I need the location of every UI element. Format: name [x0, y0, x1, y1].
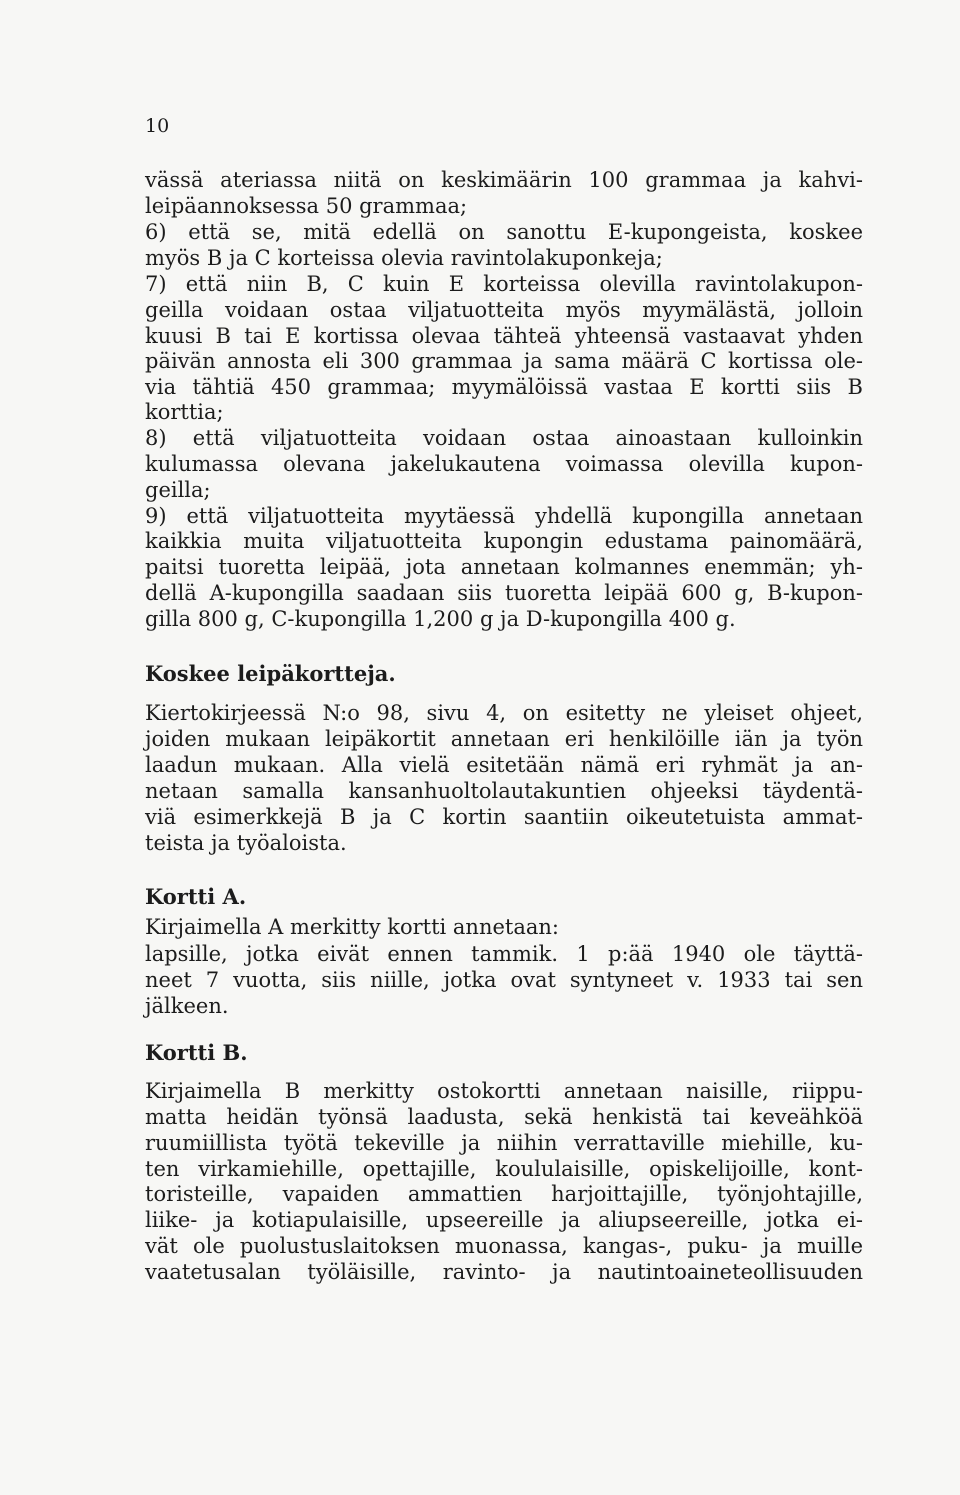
text-line: geilla voidaan ostaa viljatuotteita myös myymälästä, jolloin — [145, 298, 863, 322]
text-line: vaatetusalan työläisille, ravinto- ja nautintoaineteollisuuden — [145, 1260, 863, 1284]
text-line: myös B ja C korteissa olevia ravintolakuponkeja; — [145, 246, 663, 270]
text-line: leipäannoksessa 50 grammaa; — [145, 194, 468, 218]
text-line: ten virkamiehille, opettajille, koululaisille, opiskelijoille, kont- — [145, 1157, 863, 1181]
text-line: ruumiillista työtä tekeville ja niihin verrattaville miehille, ku- — [145, 1131, 863, 1155]
text-line: matta heidän työnsä laadusta, sekä henkistä tai keveähköä — [145, 1105, 863, 1129]
section-heading: Kortti A. — [145, 884, 247, 909]
text-line: vät ole puolustuslaitoksen muonassa, kangas-, puku- ja muille — [145, 1234, 863, 1258]
text-line: viä esimerkkejä B ja C kortin saantiin oikeutetuista ammat- — [145, 805, 863, 829]
text-line: jälkeen. — [145, 994, 229, 1018]
text-line: 9) että viljatuotteita myytäessä yhdellä kupongilla annetaan — [145, 504, 863, 528]
page-number: 10 — [145, 115, 170, 137]
text-line: teista ja työaloista. — [145, 831, 347, 855]
text-line: joiden mukaan leipäkortit annetaan eri henkilöille iän ja työn — [145, 727, 863, 751]
text-line: dellä A-kupongilla saadaan siis tuoretta leipää 600 g, B-kupon- — [145, 581, 863, 605]
section-heading: Koskee leipäkortteja. — [145, 661, 396, 686]
text-line: kaikkia muita viljatuotteita kupongin edustama painomäärä, — [145, 529, 863, 553]
text-line: via tähtiä 450 grammaa; myymälöissä vastaa E kortti siis B — [145, 375, 863, 399]
text-line: gilla 800 g, C-kupongilla 1,200 g ja D-kupongilla 400 g. — [145, 607, 736, 631]
text-line: päivän annosta eli 300 grammaa ja sama määrä C kortissa ole- — [145, 349, 863, 373]
text-line: 7) että niin B, C kuin E korteissa olevilla ravintolakupon- — [145, 272, 863, 296]
text-line: liike- ja kotiapulaisille, upseereille ja aliupseereille, jotka ei- — [145, 1208, 863, 1232]
section-heading: Kortti B. — [145, 1040, 248, 1065]
text-line: lapsille, jotka eivät ennen tammik. 1 p:ää 1940 ole täyttä- — [145, 942, 863, 966]
text-line: korttia; — [145, 400, 224, 424]
text-line: neet 7 vuotta, siis niille, jotka ovat syntyneet v. 1933 tai sen — [145, 968, 863, 992]
text-line: kulumassa olevana jakelukautena voimassa olevilla kupon- — [145, 452, 863, 476]
text-line: toristeille, vapaiden ammattien harjoittajille, työnjohtajille, — [145, 1182, 863, 1206]
text-line: laadun mukaan. Alla vielä esitetään nämä eri ryhmät ja an- — [145, 753, 863, 777]
text-line: 8) että viljatuotteita voidaan ostaa ainoastaan kulloinkin — [145, 426, 863, 450]
text-line: Kirjaimella B merkitty ostokortti annetaan naisille, riippu- — [145, 1079, 863, 1103]
text-line: vässä ateriassa niitä on keskimäärin 100 grammaa ja kahvi- — [145, 168, 863, 192]
text-line: Kirjaimella A merkitty kortti annetaan: — [145, 915, 559, 939]
text-line: Kiertokirjeessä N:o 98, sivu 4, on esitetty ne yleiset ohjeet, — [145, 701, 863, 725]
text-line: netaan samalla kansanhuoltolautakuntien ohjeeksi täydentä- — [145, 779, 863, 803]
text-line: paitsi tuoretta leipää, jota annetaan kolmannes enemmän; yh- — [145, 555, 863, 579]
text-line: geilla; — [145, 478, 211, 502]
text-line: kuusi B tai E kortissa olevaa tähteä yhteensä vastaavat yhden — [145, 324, 863, 348]
text-line: 6) että se, mitä edellä on sanottu E-kupongeista, koskee — [145, 220, 863, 244]
